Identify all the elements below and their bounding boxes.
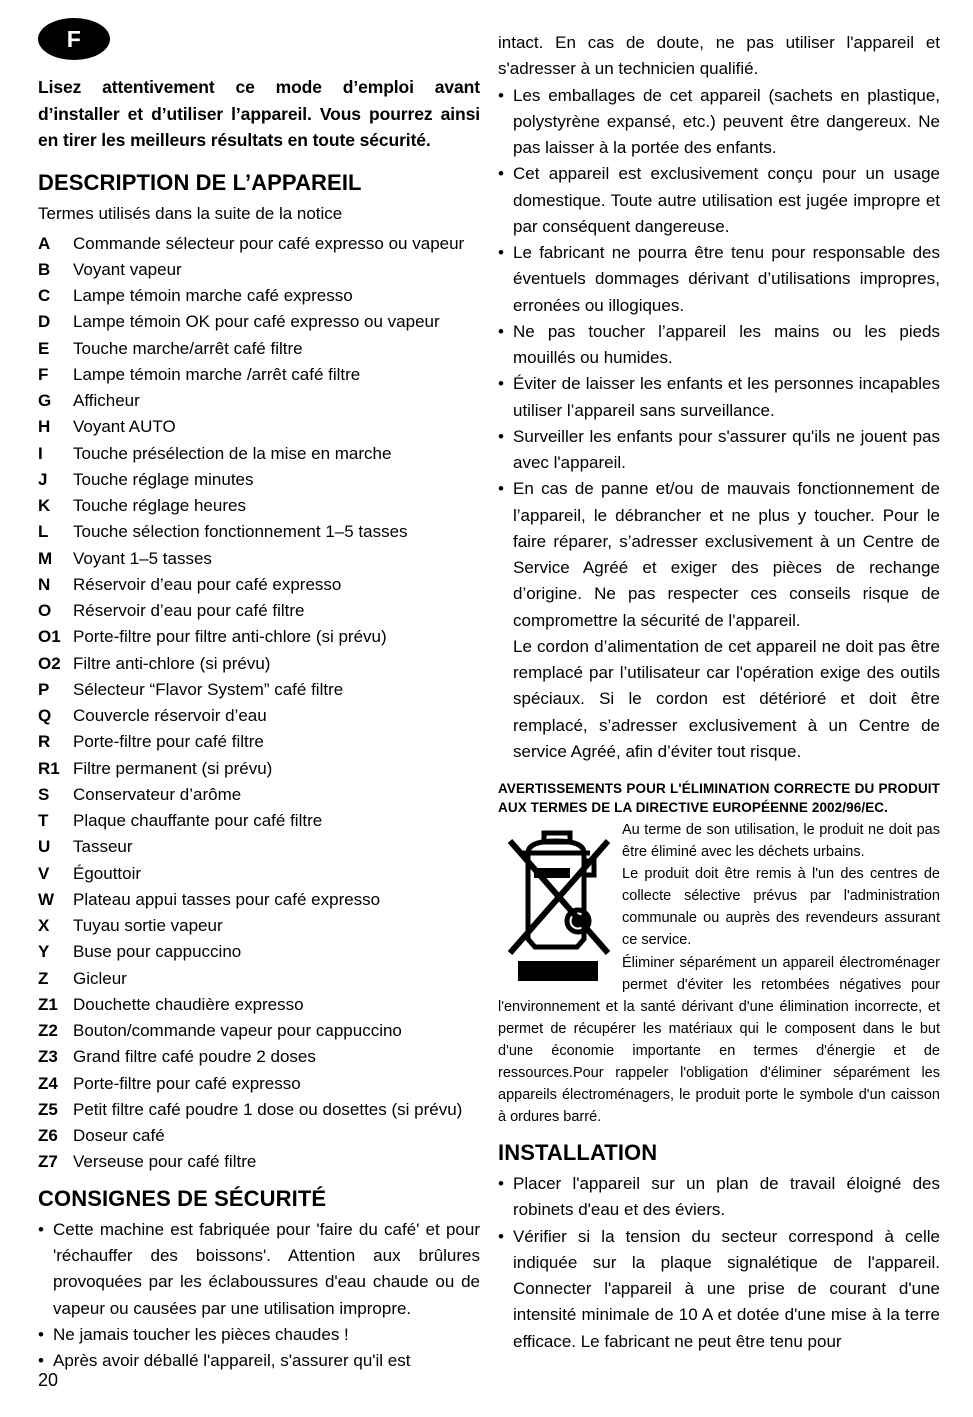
- description-item-key: Z7: [38, 1152, 58, 1172]
- description-item-label: Conservateur d’arôme: [73, 784, 242, 804]
- description-item: [38, 1018, 480, 1044]
- description-item-label: Douchette chaudière expresso: [73, 994, 304, 1014]
- description-item: [38, 414, 480, 440]
- page-number: 20: [38, 1370, 59, 1390]
- description-item: [38, 1097, 480, 1123]
- description-item-key: R1: [38, 758, 60, 778]
- safety-bullet-text: Cet appareil est exclusivement conçu pour un usage domestique. Toute autre utilisation est jugée impropre et par conséquent dangereuse.: [513, 164, 940, 236]
- description-item-key: P: [38, 679, 50, 699]
- safety-bullet: [498, 476, 940, 634]
- crossed-out-wheelie-bin-icon: [504, 821, 616, 984]
- description-item: [38, 729, 480, 755]
- bullet-point-icon: •: [498, 85, 504, 105]
- description-item-label: Gicleur: [73, 968, 127, 988]
- right-column-spacer: [498, 0, 940, 30]
- bullet-point-icon: •: [498, 243, 504, 262]
- left-column: [38, 0, 480, 1374]
- description-item: [38, 283, 480, 309]
- description-item: [38, 808, 480, 834]
- description-item-key: R: [38, 732, 51, 752]
- installation-bullet: [498, 1171, 940, 1224]
- description-item-label: Bouton/commande vapeur pour cappuccino: [73, 1021, 402, 1041]
- description-item-label: Touche sélection fonctionnement 1–5 tasses: [73, 522, 408, 542]
- description-item: [38, 598, 480, 624]
- description-item: [38, 467, 480, 493]
- installation-bullet-list: [498, 1171, 940, 1355]
- description-item: [38, 913, 480, 939]
- description-item: [38, 336, 480, 362]
- safety-bullet: [498, 161, 940, 240]
- description-item: [38, 677, 480, 703]
- description-item-key: N: [38, 574, 51, 594]
- description-item-key: A: [38, 233, 51, 253]
- description-subtitle: Termes utilisés dans la suite de la notice: [38, 204, 343, 224]
- weee-paragraph-2: Le produit doit être remis à l'un des centres de collecte sélective prévus par l'administration communale ou auprès des revendeurs assurant ce service.: [622, 866, 940, 949]
- bullet-point-icon: •: [498, 426, 504, 446]
- description-item-key: C: [38, 286, 51, 306]
- description-item: [38, 362, 480, 388]
- description-item-key: G: [38, 391, 52, 411]
- description-item-key: H: [38, 417, 51, 437]
- safety-bullet: [498, 240, 940, 319]
- description-item: [38, 939, 480, 965]
- description-item-label: Buse pour cappuccino: [73, 942, 242, 962]
- description-item-key: O: [38, 601, 52, 621]
- description-item-label: Verseuse pour café filtre: [73, 1152, 257, 1172]
- description-item-label: Afficheur: [73, 391, 140, 411]
- safety-bullet-list: [38, 1217, 480, 1375]
- language-badge-letter: F: [66, 25, 82, 52]
- bullet-point-icon: •: [38, 1219, 44, 1239]
- description-item-label: Touche réglage minutes: [73, 469, 254, 489]
- description-item: [38, 546, 480, 572]
- right-column: [498, 0, 940, 1355]
- description-item-label: Filtre anti-chlore (si prévu): [73, 653, 271, 673]
- description-item: [38, 1071, 480, 1097]
- description-item: [38, 493, 480, 519]
- safety-bullet-text: Le fabricant ne pourra être tenu pour responsable des éventuels dommages dérivant d’utilisations impropres, erronées ou illogiques.: [513, 243, 940, 315]
- weee-paragraph-1: Au terme de son utilisation, le produit ne doit pas être éliminé avec les déchets urbains.: [622, 822, 940, 861]
- description-item-label: Lampe témoin marche /arrêt café filtre: [73, 364, 361, 384]
- safety-bullet-text: Les emballages de cet appareil (sachets en plastique, polystyrène expansé, etc.) peuvent être dangereux. Ne pas laisser à la portée des enfants.: [513, 85, 940, 157]
- description-item-label: Lampe témoin marche café expresso: [73, 286, 353, 306]
- description-item: [38, 782, 480, 808]
- bullet-point-icon: •: [38, 1324, 44, 1344]
- safety-bullet: [498, 371, 940, 424]
- description-item: [38, 519, 480, 545]
- description-item-label: Commande sélecteur pour café expresso ou vapeur: [73, 233, 465, 253]
- safety-bullet: [498, 83, 940, 162]
- description-item-key: Z1: [38, 994, 58, 1014]
- installation-heading: INSTALLATION: [498, 1139, 658, 1165]
- description-item: [38, 572, 480, 598]
- description-item-key: Y: [38, 942, 50, 962]
- description-item-label: Tasseur: [73, 837, 133, 857]
- weee-heading: AVERTISSEMENTS POUR L'ÉLIMINATION CORRECTE DU PRODUIT AUX TERMES DE LA DIRECTIVE EUROPÉENNE 2002/96/EC.: [498, 781, 940, 816]
- intro-paragraph: Lisez attentivement ce mode d’emploi avant d’installer et d’utiliser l’appareil. Vous pourrez ainsi en tirer les meilleurs résultats en toute sécurité.: [38, 77, 480, 151]
- safety-bullet-text: Ne jamais toucher les pièces chaudes !: [53, 1324, 349, 1344]
- safety-heading: CONSIGNES DE SÉCURITÉ: [38, 1185, 327, 1211]
- description-item-key: L: [38, 522, 49, 542]
- description-item: [38, 834, 480, 860]
- description-item: [38, 703, 480, 729]
- description-item-key: V: [38, 863, 50, 883]
- safety-bullet-text: Après avoir déballé l'appareil, s'assurer qu'il est: [53, 1351, 411, 1371]
- safety-bullet: [38, 1217, 480, 1322]
- description-item: [38, 861, 480, 887]
- description-item-label: Touche présélection de la mise en marche: [73, 443, 392, 463]
- description-item-key: I: [38, 443, 43, 463]
- description-item: [38, 309, 480, 335]
- safety-bullet: [498, 319, 940, 372]
- description-item-label: Voyant 1–5 tasses: [73, 548, 212, 568]
- safety-bullet: [38, 1322, 480, 1348]
- description-item-key: Q: [38, 706, 52, 726]
- cord-paragraph: Le cordon d’alimentation de cet appareil ne doit pas être remplacé par l’utilisateur car l'opération exige des outils spéciaux. Si le cordon est détérioré et doit être remplacé, s’adresser exclusivement à un Centre de service Agréé, afin d’éviter tout risque.: [513, 636, 940, 761]
- description-item-label: Porte-filtre pour filtre anti-chlore (si prévu): [73, 627, 387, 647]
- safety-bullet: [38, 1348, 480, 1374]
- right-safety-bullet-list: [498, 83, 940, 634]
- description-item-key: Z3: [38, 1047, 58, 1067]
- continuation-paragraph: intact. En cas de doute, ne pas utiliser l'appareil et s'adresser à un technicien qualifié.: [498, 33, 940, 79]
- bullet-point-icon: •: [498, 374, 504, 394]
- description-item-label: Voyant AUTO: [73, 417, 176, 437]
- description-item-key: J: [38, 469, 48, 489]
- description-item: [38, 1149, 480, 1175]
- description-item-key: K: [38, 496, 51, 516]
- description-item-key: W: [38, 889, 55, 909]
- description-item-label: Plateau appui tasses pour café expresso: [73, 889, 381, 909]
- description-item-label: Filtre permanent (si prévu): [73, 758, 273, 778]
- description-item: [38, 388, 480, 414]
- description-item-key: Z6: [38, 1126, 58, 1146]
- description-item-label: Plaque chauffante pour café filtre: [73, 811, 323, 831]
- description-item-key: Z4: [38, 1073, 58, 1093]
- description-item-label: Grand filtre café poudre 2 doses: [73, 1047, 316, 1067]
- description-item: [38, 651, 480, 677]
- description-item-key: Z2: [38, 1021, 58, 1041]
- description-item-key: Z5: [38, 1099, 58, 1119]
- description-item-label: Voyant vapeur: [73, 259, 182, 279]
- description-item-label: Lampe témoin OK pour café expresso ou vapeur: [73, 312, 440, 332]
- description-item-key: D: [38, 312, 51, 332]
- safety-bullet-text: Éviter de laisser les enfants et les personnes incapables utiliser l’appareil sans surveillance.: [513, 374, 940, 420]
- description-item: [38, 441, 480, 467]
- description-item-label: Réservoir d’eau pour café expresso: [73, 574, 342, 594]
- bullet-point-icon: •: [38, 1351, 44, 1371]
- safety-bullet-text: Cette machine est fabriquée pour 'faire du café' et pour 'réchauffer des boissons'. Attention aux brûlures provoquées par les éclaboussures d'eau chaude ou de vapeur ou causées par une utilisation impropre.: [53, 1219, 480, 1318]
- description-item-key: O1: [38, 627, 61, 647]
- weee-paragraph-3: Éliminer séparément un appareil électroménager permet d'éviter les retombées négatives pour l'environnement et la santé dérivant d'une élimination incorrecte, et permet de récupérer les matériaux qui le composent dans le but d'une économie importante en termes d'énergie et de ressources.Pour rappeler l'obligation d'éliminer séparément les appareils électroménagers, le produit porte le symbole d'un caisson à ordures barré.: [498, 954, 940, 1125]
- description-item-label: Touche réglage heures: [73, 496, 246, 516]
- description-item: [38, 966, 480, 992]
- description-item-key: E: [38, 338, 50, 358]
- installation-bullet-text: Placer l'appareil sur un plan de travail éloigné des robinets d'eau et des éviers.: [513, 1174, 940, 1220]
- description-item-label: Égouttoir: [73, 863, 142, 883]
- description-item: [38, 887, 480, 913]
- language-badge: [38, 18, 110, 60]
- description-item-label: Doseur café: [73, 1126, 165, 1146]
- safety-bullet: [498, 424, 940, 477]
- description-item-key: B: [38, 259, 51, 279]
- bullet-point-icon: •: [498, 321, 504, 341]
- safety-bullet-text: En cas de panne et/ou de mauvais fonctionnement de l’appareil, le débrancher et ne plus y toucher. Pour le faire réparer, s’adresser exclusivement à un Centre de Service Agréé et exiger des pièces de rechange d’origine. Ne pas respecter ces conseils risque de compromettre la sécurité de l'appareil.: [513, 479, 940, 630]
- description-item-label: Petit filtre café poudre 1 dose ou dosettes (si prévu): [73, 1099, 463, 1119]
- description-item: [38, 992, 480, 1018]
- bullet-point-icon: •: [498, 1226, 504, 1246]
- description-item: [38, 257, 480, 283]
- description-item-key: Z: [38, 968, 49, 988]
- bullet-point-icon: •: [498, 1174, 504, 1194]
- description-item-label: Sélecteur “Flavor System” café filtre: [73, 679, 344, 699]
- description-item: [38, 1123, 480, 1149]
- description-item: [38, 1044, 480, 1070]
- installation-bullet: [498, 1224, 940, 1355]
- description-item-label: Touche marche/arrêt café filtre: [73, 338, 303, 358]
- description-item-key: O2: [38, 653, 61, 673]
- description-item: [38, 624, 480, 650]
- safety-bullet-text: Surveiller les enfants pour s'assurer qu'ils ne jouent pas avec l'appareil.: [513, 426, 940, 472]
- description-item-label: Porte-filtre pour café filtre: [73, 732, 264, 752]
- description-item-key: F: [38, 364, 49, 384]
- description-item-key: T: [38, 811, 49, 831]
- description-item-label: Réservoir d’eau pour café filtre: [73, 601, 305, 621]
- description-item-key: M: [38, 548, 53, 568]
- description-item: [38, 231, 480, 257]
- description-heading: DESCRIPTION DE L’APPAREIL: [38, 169, 362, 195]
- description-item: [38, 756, 480, 782]
- bullet-point-icon: •: [498, 479, 504, 499]
- description-item-key: U: [38, 837, 51, 857]
- safety-bullet-text: Ne pas toucher l’appareil les mains ou les pieds mouillés ou humides.: [513, 321, 940, 367]
- description-item-label: Tuyau sortie vapeur: [73, 916, 223, 936]
- installation-bullet-text: Vérifier si la tension du secteur correspond à celle indiquée sur la plaque signalétique de l'appareil. Connecter l'appareil à une prise de courant d'une intensité minimale de 10 A et dotée d'une mise à la terre efficace. Le fabricant ne peut être tenu pour: [513, 1226, 940, 1351]
- bullet-point-icon: •: [498, 164, 504, 184]
- weee-body: [498, 819, 940, 1127]
- description-item-key: X: [38, 916, 50, 936]
- description-item-label: Couvercle réservoir d’eau: [73, 706, 267, 726]
- description-list: [38, 231, 480, 1176]
- description-item-label: Porte-filtre pour café expresso: [73, 1073, 301, 1093]
- description-item-key: S: [38, 784, 50, 804]
